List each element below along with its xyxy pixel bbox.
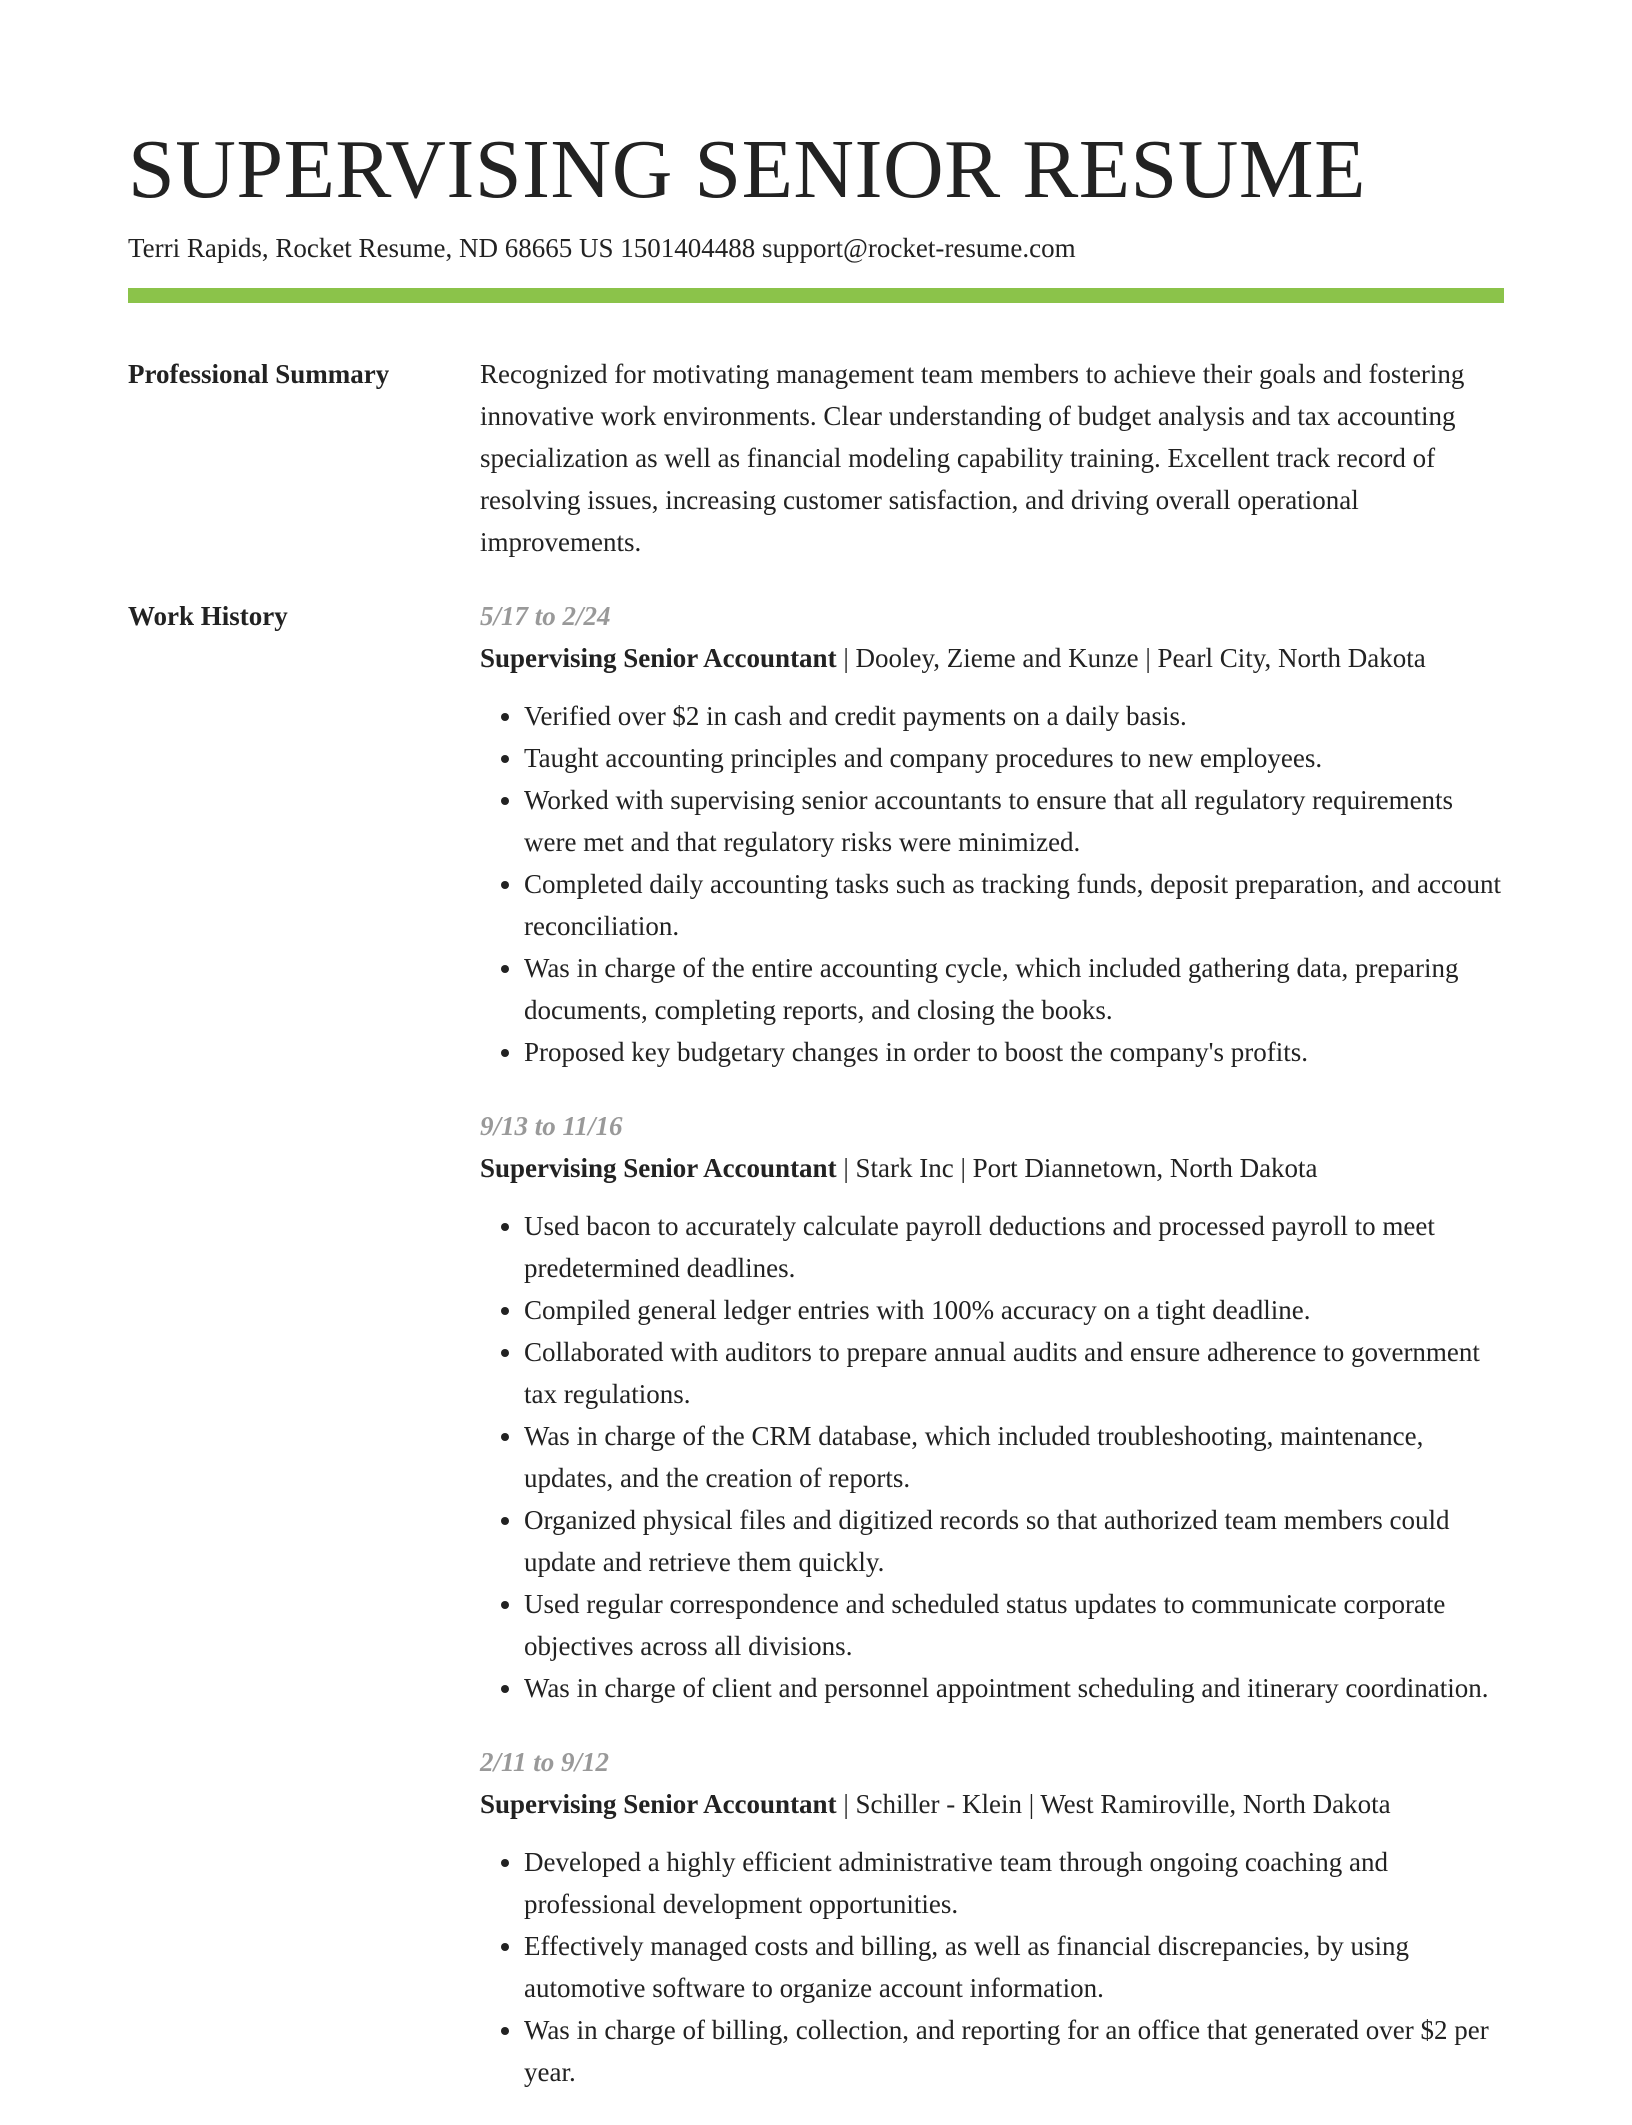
job-bullet: • Used regular correspondence and scheduled status updates to communicate corporate objectives across all divisions.: [524, 1583, 1504, 1667]
job-bullet: • Compiled general ledger entries with 100% accuracy on a tight deadline.: [524, 1289, 1504, 1331]
job-bullet: • Proposed key budgetary changes in order to boost the company's profits.: [524, 1031, 1504, 1073]
summary-body: [480, 353, 1504, 563]
job-title: Supervising Senior Accountant: [480, 643, 837, 673]
job-bullet: • Was in charge of the CRM database, which included troubleshooting, maintenance, updates, and the creation of reports.: [524, 1415, 1504, 1499]
job-bullet-list: [480, 1205, 1504, 1709]
job-dates: 5/17 to 2/24: [480, 601, 611, 631]
job-heading: [480, 1147, 1504, 1189]
job-dates: 2/11 to 9/12: [480, 1747, 610, 1777]
work-history-label: Work History: [128, 601, 288, 631]
job-bullet: • Organized physical files and digitized records so that authorized team members could update and retrieve them quickly.: [524, 1499, 1504, 1583]
job-title: Supervising Senior Accountant: [480, 1789, 837, 1819]
job-details: | Dooley, Zieme and Kunze | Pearl City, North Dakota: [836, 643, 1426, 673]
resume-title: SUPERVISING SENIOR RESUME: [128, 123, 1366, 216]
job-heading: [480, 1783, 1504, 1825]
resume-page: [128, 0, 1504, 2125]
job-details: | Schiller - Klein | West Ramiroville, North Dakota: [836, 1789, 1391, 1819]
job-entry: [480, 595, 1504, 1073]
job-bullet: • Taught accounting principles and company procedures to new employees.: [524, 737, 1504, 779]
job-bullet: • Used bacon to accurately calculate payroll deductions and processed payroll to meet predetermined deadlines.: [524, 1205, 1504, 1289]
job-details: | Stark Inc | Port Diannetown, North Dakota: [836, 1153, 1318, 1183]
job-bullet: • Verified over $2 in cash and credit payments on a daily basis.: [524, 695, 1504, 737]
job-bullet-list: [480, 695, 1504, 1073]
job-bullet-list: [480, 1841, 1504, 2093]
job-bullet: • Effectively managed costs and billing, as well as financial discrepancies, by using automotive software to organize account information.: [524, 1925, 1504, 2009]
summary-section: [128, 353, 1504, 563]
job-bullet: • Was in charge of client and personnel appointment scheduling and itinerary coordination.: [524, 1667, 1504, 1709]
job-bullet: • Collaborated with auditors to prepare annual audits and ensure adherence to government tax regulations.: [524, 1331, 1504, 1415]
summary-text: Recognized for motivating management team members to achieve their goals and fostering innovative work environments. Clear understanding of budget analysis and tax accounting specialization as well as financial modeling capability training. Excellent track record of resolving issues, increasing customer satisfaction, and driving overall operational improvements.: [480, 359, 1465, 557]
contact-line: Terri Rapids, Rocket Resume, ND 68665 US 1501404488 support@rocket-resume.com: [128, 233, 1076, 263]
job-bullet: • Worked with supervising senior accountants to ensure that all regulatory requirements were met and that regulatory risks were minimized.: [524, 779, 1504, 863]
job-title: Supervising Senior Accountant: [480, 1153, 837, 1183]
job-bullet: • Developed a highly efficient administrative team through ongoing coaching and professional development opportunities.: [524, 1841, 1504, 1925]
work-history-section: [128, 595, 1504, 2125]
job-bullet: • Completed daily accounting tasks such as tracking funds, deposit preparation, and account reconciliation.: [524, 863, 1504, 947]
accent-divider: [128, 288, 1504, 303]
work-history-body: [480, 595, 1504, 2125]
job-bullet: • Was in charge of the entire accounting cycle, which included gathering data, preparing documents, completing reports, and closing the books.: [524, 947, 1504, 1031]
summary-label: Professional Summary: [128, 359, 390, 389]
job-dates: 9/13 to 11/16: [480, 1111, 623, 1141]
job-bullet: • Was in charge of billing, collection, and reporting for an office that generated over $2 per year.: [524, 2009, 1504, 2093]
job-entry: [480, 1105, 1504, 1709]
job-entry: [480, 1741, 1504, 2093]
job-heading: [480, 637, 1504, 679]
